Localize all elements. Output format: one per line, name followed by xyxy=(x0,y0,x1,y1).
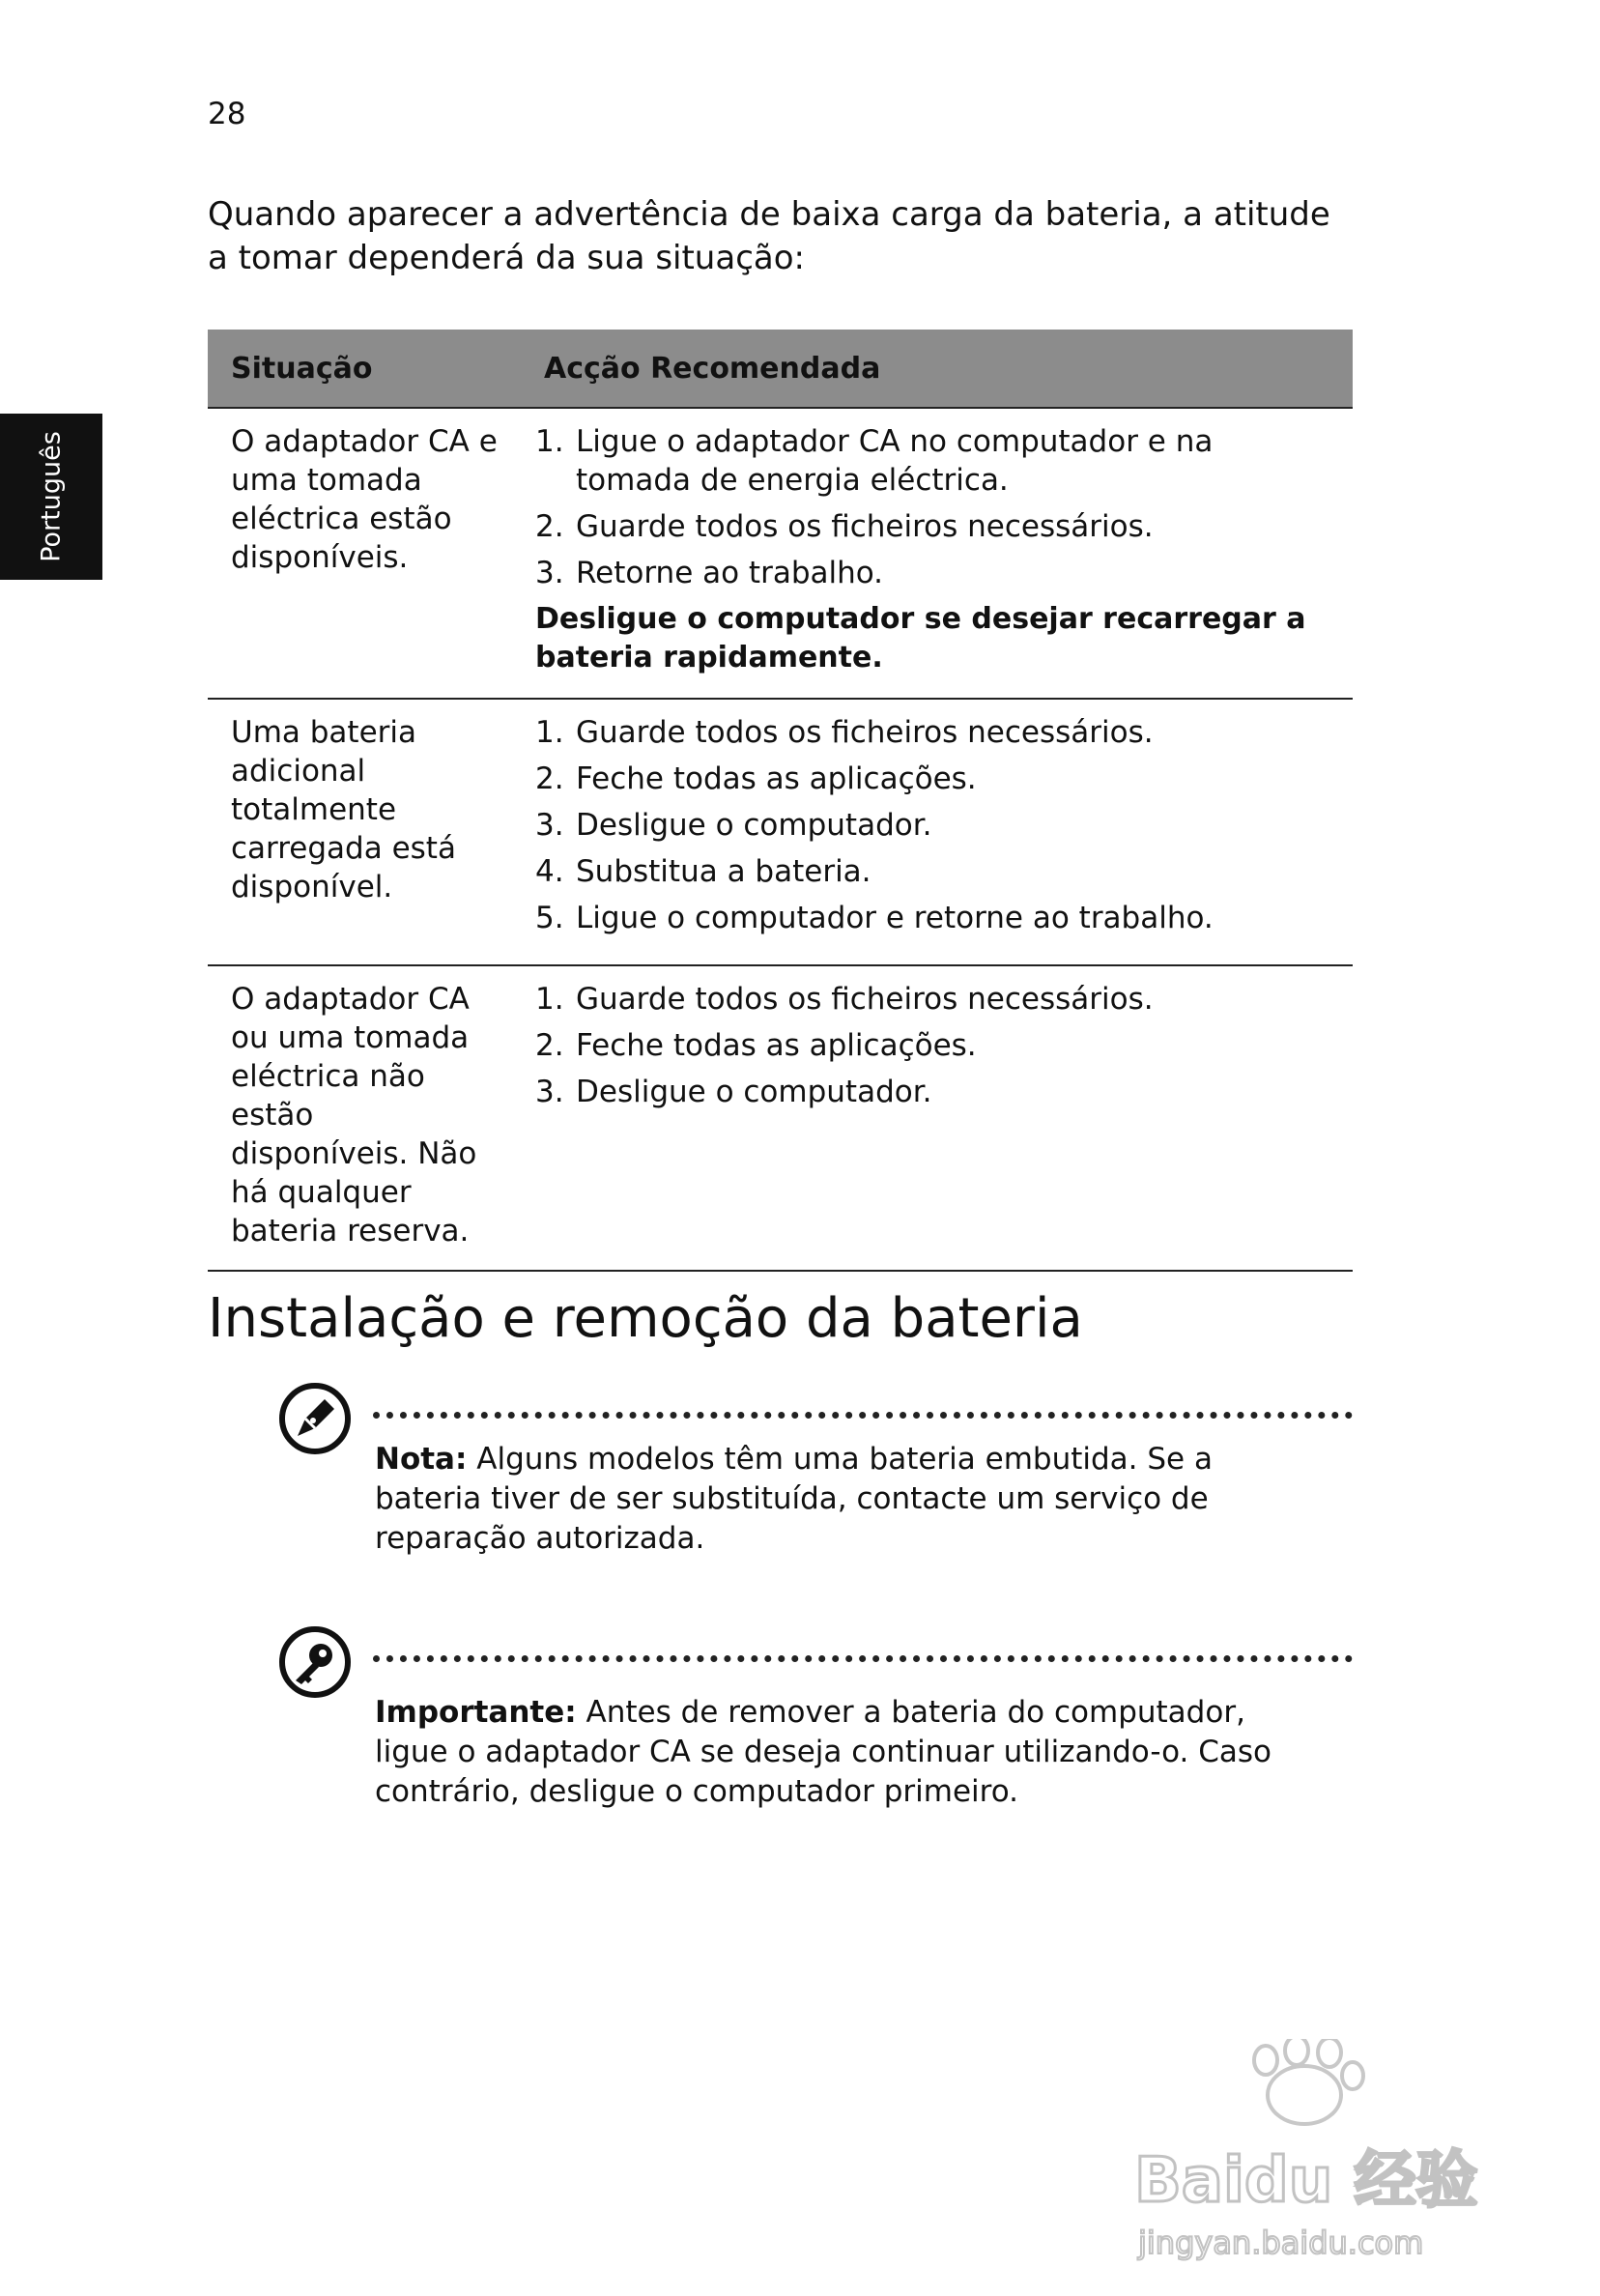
action-cell xyxy=(521,965,1353,1271)
note-label: Nota: xyxy=(375,1442,468,1477)
page-number: 28 xyxy=(208,97,246,131)
key-icon xyxy=(276,1623,354,1701)
language-side-tab xyxy=(0,414,102,580)
situation-cell: O adaptador CA e uma tomada eléctrica estão disponíveis. xyxy=(208,408,521,699)
action-cell xyxy=(521,699,1353,965)
section-heading: Instalação e remoção da bateria xyxy=(208,1287,1083,1350)
list-item: 2. Feche todas as aplicações. xyxy=(535,1028,977,1063)
important-text: Importante: Antes de remover a bateria do computador, ligue o adaptador CA se deseja continuar utilizando-o. Caso contrário, desligue o computador primeiro. xyxy=(375,1695,1272,1809)
step-list xyxy=(535,422,1329,592)
note-text: Nota: Alguns modelos têm uma bateria embutida. Se a bateria tiver de ser substituída, contacte um serviço de reparação autorizada. xyxy=(375,1442,1213,1556)
list-item: 1. Guarde todos os ficheiros necessários. xyxy=(535,715,1154,750)
list-item: 3. Desligue o computador. xyxy=(535,808,932,843)
header-action: Acção Recomendada xyxy=(521,330,1353,408)
pen-note-icon xyxy=(276,1380,354,1457)
watermark-brand: Baidu 经验 xyxy=(1134,2145,1478,2217)
situation-cell: Uma bateria adicional totalmente carregada está disponível. xyxy=(208,699,521,965)
list-item: 2. Guarde todos os ficheiros necessários. xyxy=(535,509,1154,544)
step-list xyxy=(535,980,1329,1111)
table-header-row xyxy=(208,330,1353,408)
step-list xyxy=(535,713,1329,937)
note-divider xyxy=(373,1412,1353,1419)
list-item: 5. Ligue o computador e retorne ao trabalho. xyxy=(535,901,1214,935)
important-label: Importante: xyxy=(375,1695,577,1730)
intro-paragraph: Quando aparecer a advertência de baixa carga da bateria, a atitude a tomar dependerá da sua situação: xyxy=(208,195,1330,277)
list-item: 1. Ligue o adaptador CA no computador e na tomada de energia eléctrica. xyxy=(535,424,1214,498)
situation-cell: O adaptador CA ou uma tomada eléctrica não estão disponíveis. Não há qualquer bateria reserva. xyxy=(208,965,521,1271)
header-situation: Situação xyxy=(208,330,521,408)
baidu-watermark xyxy=(1132,2039,1500,2271)
list-item: 3. Desligue o computador. xyxy=(535,1075,932,1109)
battery-situation-table xyxy=(208,330,1353,1272)
table-row xyxy=(208,699,1353,965)
list-item: 2. Feche todas as aplicações. xyxy=(535,761,977,796)
recharge-note: Desligue o computador se desejar recarregar a bateria rapidamente. xyxy=(535,602,1306,674)
table-row xyxy=(208,408,1353,699)
action-cell xyxy=(521,408,1353,699)
watermark-url: jingyan.baidu.com xyxy=(1138,2224,1424,2261)
table-row xyxy=(208,965,1353,1271)
important-divider xyxy=(373,1655,1353,1662)
list-item: 4. Substitua a bateria. xyxy=(535,854,871,889)
list-item: 1. Guarde todos os ficheiros necessários. xyxy=(535,982,1154,1017)
side-tab-label: Português xyxy=(36,431,67,562)
list-item: 3. Retorne ao trabalho. xyxy=(535,556,884,590)
